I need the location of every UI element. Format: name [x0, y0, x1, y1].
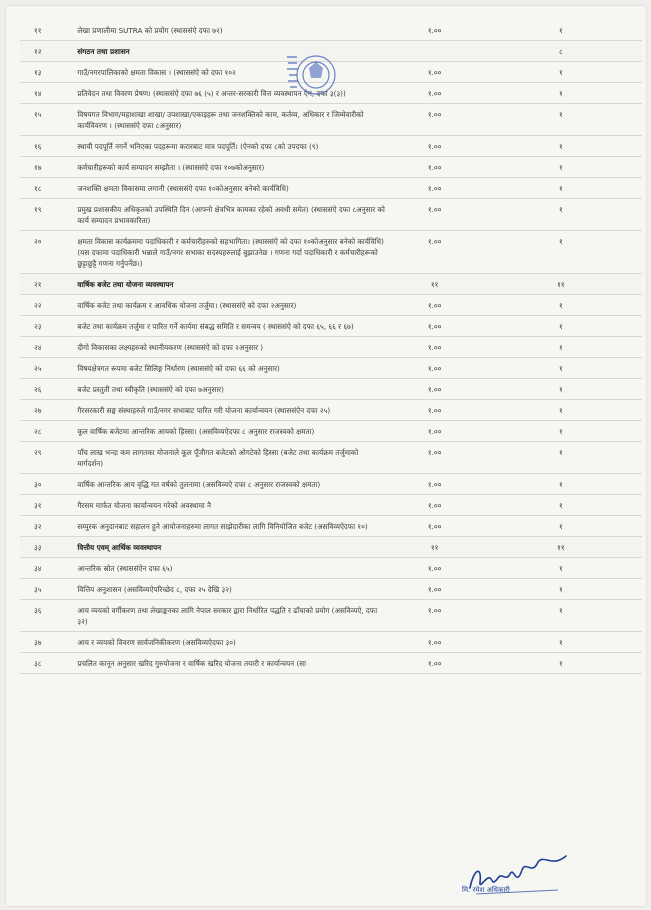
row-score: १: [480, 104, 642, 136]
row-description: गाउँ/नगरपालिकाको क्षमता विकास । (स्थाससंऐ को दफा १०२: [73, 62, 389, 83]
table-row: [20, 632, 642, 653]
row-value: १.००: [389, 495, 479, 516]
signature-text: मि. रमेश अधिकारी: [462, 886, 510, 894]
row-number: १५: [20, 104, 73, 136]
row-number: १८: [20, 178, 73, 199]
row-value: १.००: [389, 600, 479, 632]
table-row: [20, 337, 642, 358]
row-number: २७: [20, 400, 73, 421]
row-value: १.००: [389, 62, 479, 83]
row-score: १: [480, 20, 642, 41]
row-score: १: [480, 579, 642, 600]
row-score: १: [480, 379, 642, 400]
table-row: [20, 600, 642, 632]
row-number: ११: [20, 20, 73, 41]
row-value: १.००: [389, 83, 479, 104]
row-score: १: [480, 495, 642, 516]
table-row: [20, 474, 642, 495]
row-description: वार्षिक आन्तरिक आय वृद्धि गत वर्षको तुलनामा (असविव्यऐ दफा ८ अनुसार राजस्वको क्षमता): [73, 474, 389, 495]
row-description: स्थायी पदपूर्ति नगर्ने भनिएका पदहरूमा करारबाट मात्र पदपूर्ति। (ऐनको दफा ८को उपदफा (९): [73, 136, 389, 157]
row-description: प्रचलित कानून अनुसार खरिद गुरुयोजना र वार्षिक खरिद योजना तयारी र कार्यान्वयन (सा: [73, 653, 389, 674]
row-score: ८: [480, 41, 642, 62]
row-description: वित्तिय अनुशासन (असविव्यऐपरिच्छेद ८, दफा २५ देखि ३२): [73, 579, 389, 600]
row-description: विषयगत विभाग/महाशाखा शाखा/ उपशाखा/एकाइहरू तथा जनशक्तिको काम, कर्तव्य, अधिकार र जिम्मेवारीको कार्यविवरण । (स्थाससंऐ दफा ८अनुसार): [73, 104, 389, 136]
row-number: १४: [20, 83, 73, 104]
table-row: [20, 442, 642, 474]
row-number: २८: [20, 421, 73, 442]
row-score: १: [480, 653, 642, 674]
row-description: कूल वार्षिक बजेटमा आन्तरिक आयको हिस्सा। (असविव्यऐदफा ८ अनुसार राजस्वको क्षमता): [73, 421, 389, 442]
row-value: १.००: [389, 400, 479, 421]
table-row: [20, 358, 642, 379]
table-row: [20, 421, 642, 442]
row-score: ११: [480, 274, 642, 295]
table-row: [20, 178, 642, 199]
row-number: २०: [20, 231, 73, 274]
row-number: १२: [20, 41, 73, 62]
row-number: ३८: [20, 653, 73, 674]
row-number: ३५: [20, 579, 73, 600]
table-row: [20, 199, 642, 231]
row-score: १: [480, 316, 642, 337]
row-description: आय व्ययको वर्गीकरण तथा लेखाङ्कनका लागि नेपाल सरकार द्वारा निर्धारित पद्धति र ढाँचाको प्रयोग (असविव्यऐ, दफा ३२): [73, 600, 389, 632]
row-score: ११: [480, 537, 642, 558]
row-value: १.००: [389, 316, 479, 337]
row-number: ३३: [20, 537, 73, 558]
table-row: [20, 136, 642, 157]
row-score: १: [480, 358, 642, 379]
row-description: पाँच लाख भन्दा कम लागतका योजनाले कूल पूँजीगत बजेटको ओगटेको हिस्सा (बजेट तथा कार्यक्रम तर्जुमाको मार्गदर्शन): [73, 442, 389, 474]
row-number: १७: [20, 157, 73, 178]
row-score: १: [480, 442, 642, 474]
row-description: गैरसम मार्फत योजना कार्यान्वयन गरेको अवस्थामा नै: [73, 495, 389, 516]
row-score: १: [480, 231, 642, 274]
row-score: १: [480, 295, 642, 316]
row-score: १: [480, 83, 642, 104]
row-score: १: [480, 474, 642, 495]
table-row: [20, 295, 642, 316]
row-description: बजेट तथा कार्यक्रम तर्जुमा र पारित गर्ने कार्यमा संबद्ध समिति र समन्वय ( स्थाससंऐ को दफा ६५, ६६ र ६७): [73, 316, 389, 337]
row-description: सम्पुरक अनुदानबाट सहालन हुने आयोजनाहरुमा लागत साझेदारीका लागि विनियोजित बजेट (असविव्यऐदफा १०): [73, 516, 389, 537]
row-number: १९: [20, 199, 73, 231]
row-value: १.००: [389, 379, 479, 400]
table-row: [20, 20, 642, 41]
row-description: आय र व्ययको विवरण सार्वजनिकीकरण (असविव्यऐदफा ३०): [73, 632, 389, 653]
row-number: २४: [20, 337, 73, 358]
row-value: १.००: [389, 20, 479, 41]
row-description: वित्तीय एवम् आर्थिक व्यवस्थापन: [73, 537, 389, 558]
row-score: १: [480, 400, 642, 421]
row-description: प्रमुख प्रशासकीय अधिकृतको उपस्थिति दिन (आफ्नो क्षेत्रभित्र कामका रहेको अवधी समेत) (स्थाससंऐ दफा ८अनुसार को कार्य सम्पादन प्रभावकारिता): [73, 199, 389, 231]
row-value: १.००: [389, 295, 479, 316]
table-row: [20, 157, 642, 178]
row-description: आन्तरिक स्रोत (स्थाससंऐन दफा ६५): [73, 558, 389, 579]
row-number: २३: [20, 316, 73, 337]
table-row: [20, 231, 642, 274]
row-score: १: [480, 136, 642, 157]
row-description: गैरसरकारी सङ्घ संस्थाहरुले गाउँ/नगर सभाबाट पारित गरी योजना कार्यान्वयन (स्थाससंऐन दफा २५): [73, 400, 389, 421]
assessment-table: [20, 20, 642, 674]
section-row: [20, 41, 642, 62]
row-number: ३७: [20, 632, 73, 653]
row-value: १.००: [389, 231, 479, 274]
document-page: [6, 6, 646, 906]
row-value: १.००: [389, 178, 479, 199]
row-score: १: [480, 337, 642, 358]
table-row: [20, 579, 642, 600]
row-description: जनशक्ति क्षमता विकासमा लगानी (स्थाससंऐ दफा १०कोअनुसार बनेको कार्यविधि): [73, 178, 389, 199]
row-number: २१: [20, 274, 73, 295]
row-score: १: [480, 558, 642, 579]
row-value: १.००: [389, 558, 479, 579]
row-description: प्रतिवेदन तथा विवरण प्रेषण। (स्थाससंऐ दफा ७६ (५) र अन्तर-सरकारी वित्त व्यवस्थापन ऐन, दफा ३(३)): [73, 83, 389, 104]
row-description: क्षमता विकास कार्यक्रममा पदाधिकारी र कर्मचारीहरुको सहभागिता। (स्थाससंऐ को दफा १०कोअनुसार बनेको कार्यविधि) (यस दफामा पदाधिकारी भन्नाले गाउँ/नगर सभाका सदस्यहरुलाई बुझाउनेछ । गणना गर्दा पदाधिकारी र कर्मचारीहरूको छुट्टाछुट्टै गणना गर्नुपर्नेछ।): [73, 231, 389, 274]
row-description: वार्षिक बजेट तथा कार्यक्रम र आवधिक योजना तर्जुमा। (स्थाससंऐ को दफा २अनुसार): [73, 295, 389, 316]
row-number: १३: [20, 62, 73, 83]
row-number: ३०: [20, 474, 73, 495]
table-body: [20, 20, 642, 674]
row-description: संगठन तथा प्रशासन: [73, 41, 389, 62]
row-description: कर्मचारीहरूको कार्य सम्पादन सम्झौता । (स्थाससंऐ दफा १०७कोअनुसार): [73, 157, 389, 178]
row-description: बजेट प्रस्तुती तथा स्वीकृति (स्थाससंऐ को दफा ७अनुसार): [73, 379, 389, 400]
row-number: २२: [20, 295, 73, 316]
row-number: ३२: [20, 516, 73, 537]
row-score: १: [480, 516, 642, 537]
table-row: [20, 495, 642, 516]
row-score: १: [480, 199, 642, 231]
table-row: [20, 400, 642, 421]
section-row: [20, 274, 642, 295]
table-row: [20, 104, 642, 136]
row-description: लेखा प्रणालीमा SUTRA को प्रयोग (स्थाससंऐ दफा ७२): [73, 20, 389, 41]
row-score: १: [480, 62, 642, 83]
row-description: दीगो विकासका लक्ष्यहरुको स्थानीयकरण (स्थाससंऐ को दफा २अनुसार ): [73, 337, 389, 358]
table-row: [20, 516, 642, 537]
row-value: १.००: [389, 421, 479, 442]
row-value: १.००: [389, 157, 479, 178]
row-description: वार्षिक बजेट तथा योजना व्यवस्थापन: [73, 274, 389, 295]
table-row: [20, 62, 642, 83]
row-value: ११: [389, 537, 479, 558]
row-number: २५: [20, 358, 73, 379]
row-number: ३६: [20, 600, 73, 632]
table-row: [20, 558, 642, 579]
row-value: १.००: [389, 516, 479, 537]
table-row: [20, 653, 642, 674]
row-value: १.००: [389, 442, 479, 474]
table-row: [20, 316, 642, 337]
row-score: १: [480, 600, 642, 632]
row-value: १.००: [389, 337, 479, 358]
row-value: [389, 41, 479, 62]
table-row: [20, 83, 642, 104]
row-score: १: [480, 178, 642, 199]
row-score: १: [480, 157, 642, 178]
row-number: २९: [20, 442, 73, 474]
row-score: १: [480, 632, 642, 653]
row-value: १.००: [389, 474, 479, 495]
section-row: [20, 537, 642, 558]
row-number: २६: [20, 379, 73, 400]
row-value: १.००: [389, 136, 479, 157]
row-number: ३४: [20, 558, 73, 579]
row-value: १.००: [389, 104, 479, 136]
row-value: १.००: [389, 632, 479, 653]
row-number: ३१: [20, 495, 73, 516]
row-description: विषयक्षेत्रगत रूपमा बजेट सिलिङ्ग निर्धारण (स्थाससंऐ को दफा ६६ को अनुसार): [73, 358, 389, 379]
table-row: [20, 379, 642, 400]
row-value: १.००: [389, 579, 479, 600]
row-value: ११: [389, 274, 479, 295]
row-value: १.००: [389, 653, 479, 674]
signature: [462, 848, 574, 908]
row-value: १.००: [389, 199, 479, 231]
row-number: १६: [20, 136, 73, 157]
row-score: १: [480, 421, 642, 442]
row-value: १.००: [389, 358, 479, 379]
